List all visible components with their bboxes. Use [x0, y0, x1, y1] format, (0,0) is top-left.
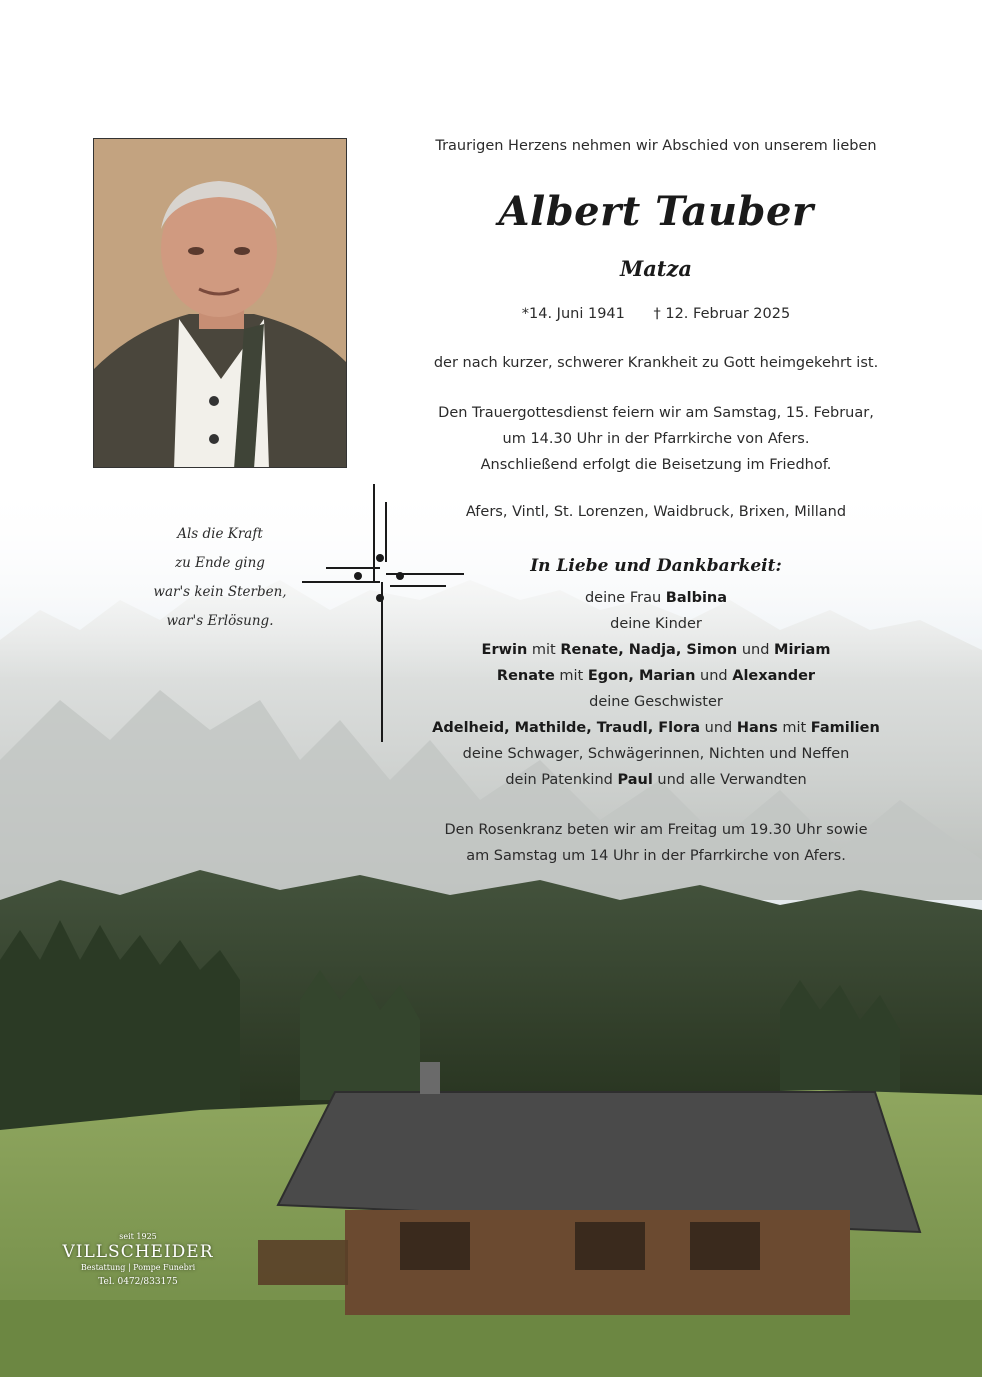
quote-line: Als die Kraft	[177, 526, 263, 542]
birth-date: *14. Juni 1941	[521, 306, 625, 322]
connector: und	[741, 642, 770, 658]
life-dates	[408, 301, 904, 327]
quote-line: war's Erlösung.	[166, 613, 274, 629]
siblings-label: deine Geschwister	[589, 694, 723, 710]
quote-line: zu Ende ging	[175, 555, 265, 571]
wife-line	[408, 585, 904, 611]
service-line: Anschließend erfolgt die Beisetzung im Friedhof.	[480, 457, 832, 473]
logo-brand: VILLSCHEIDER	[62, 1242, 214, 1262]
children-label: deine Kinder	[610, 616, 702, 632]
godchild-prefix: dein Patenkind	[505, 772, 613, 788]
grandchildren: Egon, Marian	[587, 668, 696, 684]
cross-icon	[296, 482, 468, 744]
child-line-2	[408, 663, 904, 689]
logo-phone: Tel. 0472/833175	[98, 1277, 178, 1287]
wife-prefix: deine Frau	[584, 590, 662, 606]
grandchild: Miriam	[774, 642, 831, 658]
funeral-home-logo	[58, 1232, 218, 1289]
intro-text: Traurigen Herzens nehmen wir Abschied von unserem lieben	[435, 138, 877, 154]
service-line: um 14.30 Uhr in der Pfarrkirche von Afers.	[502, 431, 810, 447]
connector: mit	[782, 720, 807, 736]
wife-name: Balbina	[665, 590, 728, 606]
memorial-quote	[135, 520, 305, 636]
godchild-suffix: und alle Verwandten	[657, 772, 807, 788]
connector: und	[700, 668, 728, 684]
child-name: Erwin	[481, 642, 528, 658]
sibling-names: Adelheid, Mathilde, Traudl, Flora	[432, 720, 701, 736]
deceased-name: Albert Tauber	[498, 188, 814, 235]
rosary-line: am Samstag um 14 Uhr in der Pfarrkirche von Afers.	[466, 848, 846, 864]
logo-since: seit 1925	[119, 1232, 157, 1241]
grandchildren: Renate, Nadja, Simon	[560, 642, 738, 658]
logo-subtitle: Bestattung | Pompe Funebri	[80, 1263, 196, 1272]
godchild-name: Paul	[617, 772, 653, 788]
connector: mit	[559, 668, 584, 684]
family-list	[408, 585, 904, 793]
connector: und	[704, 720, 733, 736]
quote-line: war's kein Sterben,	[153, 584, 287, 600]
places-list: Afers, Vintl, St. Lorenzen, Waidbruck, Brixen, Milland	[465, 504, 847, 520]
godchild-line	[408, 767, 904, 793]
inlaws-line: deine Schwager, Schwägerinnen, Nichten und Neffen	[462, 746, 850, 762]
rosary-info	[408, 817, 904, 869]
nickname: Matza	[619, 256, 693, 281]
service-line: Den Trauergottesdienst feiern wir am Samstag, 15. Februar,	[438, 405, 874, 421]
child-name: Renate	[496, 668, 555, 684]
thanks-heading: In Liebe und Dankbarkeit:	[530, 556, 782, 576]
grandchild: Alexander	[732, 668, 816, 684]
families: Familien	[810, 720, 880, 736]
siblings-line	[408, 715, 904, 741]
portrait-photo	[93, 138, 347, 468]
death-sentence: der nach kurzer, schwerer Krankheit zu Gott heimgekehrt ist.	[433, 355, 879, 371]
death-date: † 12. Februar 2025	[653, 306, 791, 322]
connector: mit	[531, 642, 556, 658]
service-info	[408, 400, 904, 478]
rosary-line: Den Rosenkranz beten wir am Freitag um 19.30 Uhr sowie	[444, 822, 868, 838]
child-line-1	[408, 637, 904, 663]
sibling-name: Hans	[736, 720, 778, 736]
